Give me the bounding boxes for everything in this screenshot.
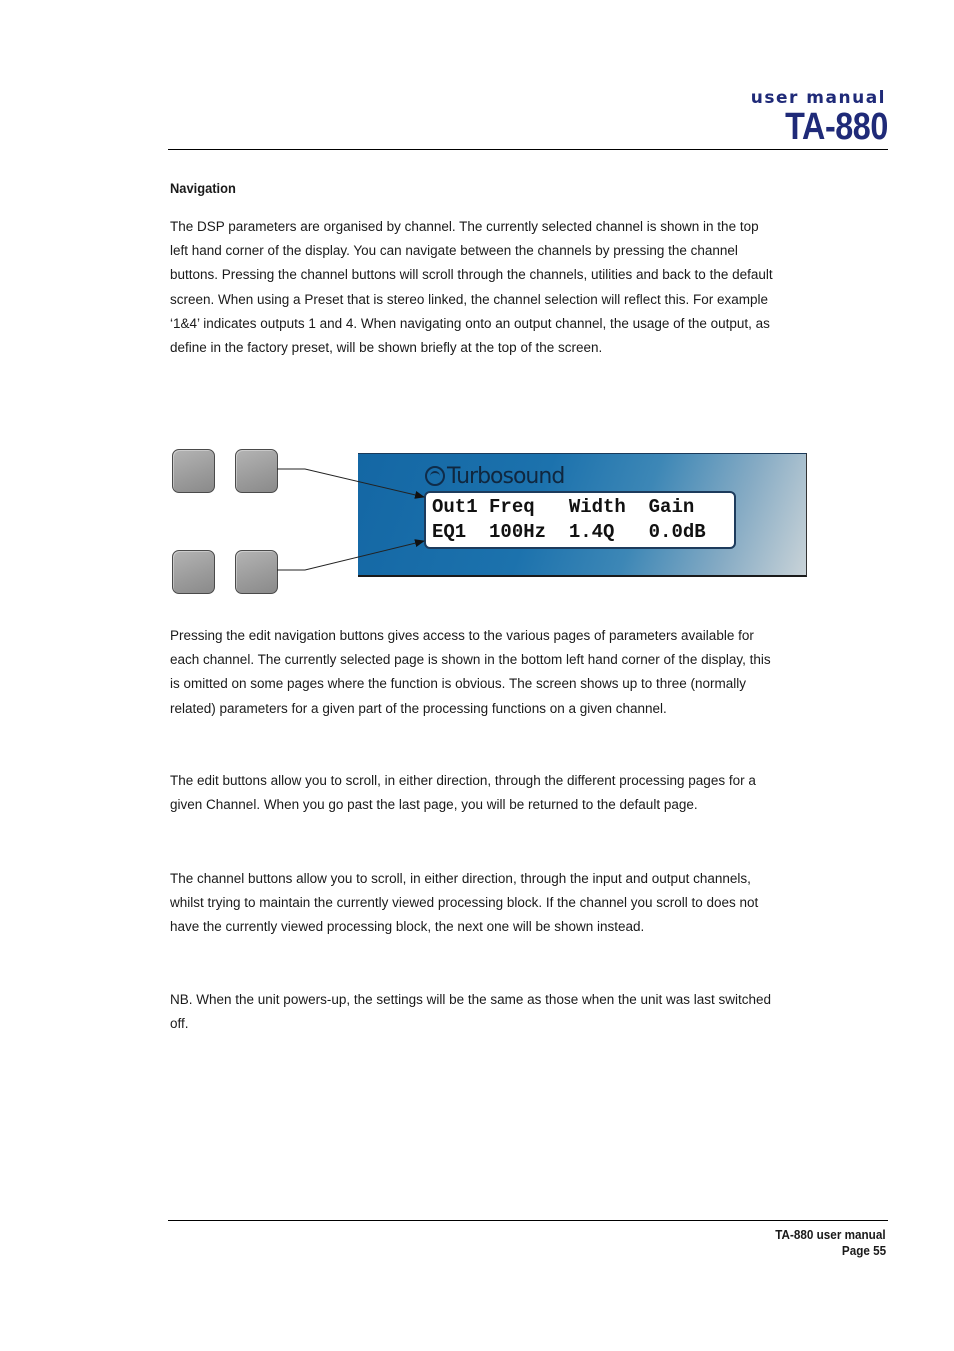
footer-manual-title: TA-880 user manual xyxy=(775,1227,886,1242)
section-heading: Navigation xyxy=(170,180,236,196)
footer-rule xyxy=(168,1220,888,1221)
lcd-screen xyxy=(424,491,736,549)
header-title: TA-880 xyxy=(785,106,888,148)
footer-page-number: Page 55 xyxy=(841,1243,886,1258)
edit-button-left xyxy=(172,550,215,594)
channel-button-left xyxy=(172,449,215,493)
header-subtitle: user manual xyxy=(750,88,886,108)
paragraph-edit-buttons: The edit buttons allow you to scroll, in either direction, through the different processing pages for a given Channel. When you go past the last page, you will be returned to the default page. xyxy=(170,773,756,813)
paragraph-channels: The DSP parameters are organised by channel. The currently selected channel is shown in the top left hand corner of the display. You can navigate between the channels by pressing the channel buttons. Pressing the channel buttons will scroll through the channels, utilities and back to the default screen. When using a Preset that is stereo linked, the channel selection will reflect this. For example ‘1&4’ indicates outputs 1 and 4. When navigating onto an output channel, the usage of the output, as define in the factory preset, will be shown briefly at the top of the screen. xyxy=(170,219,773,356)
edit-button-right xyxy=(235,550,278,594)
brand-logo xyxy=(425,462,564,490)
header-rule xyxy=(168,149,888,150)
lcd-row-bottom: EQ1 100Hz 1.4Q 0.0dB xyxy=(432,521,706,543)
paragraph-edit-navigation: Pressing the edit navigation buttons gives access to the various pages of parameters available for each channel. The currently selected page is shown in the bottom left hand corner of the display, this is omitted on some pages where the function is obvious. The screen shows up to three (normally related) parameters for a given part of the processing functions on a given channel. xyxy=(170,628,771,716)
paragraph-note: NB. When the unit powers-up, the settings will be the same as those when the unit was last switched off. xyxy=(170,992,772,1032)
turbosound-logo-icon xyxy=(425,466,445,486)
channel-button-right xyxy=(235,449,278,493)
paragraph-channel-buttons: The channel buttons allow you to scroll, in either direction, through the input and output channels, whilst trying to maintain the currently viewed processing block. If the channel you scroll to does not have the currently viewed processing block, the next one will be shown instead. xyxy=(170,871,759,935)
lcd-row-top: Out1 Freq Width Gain xyxy=(432,496,695,518)
brand-name: Turbosound xyxy=(447,463,565,489)
